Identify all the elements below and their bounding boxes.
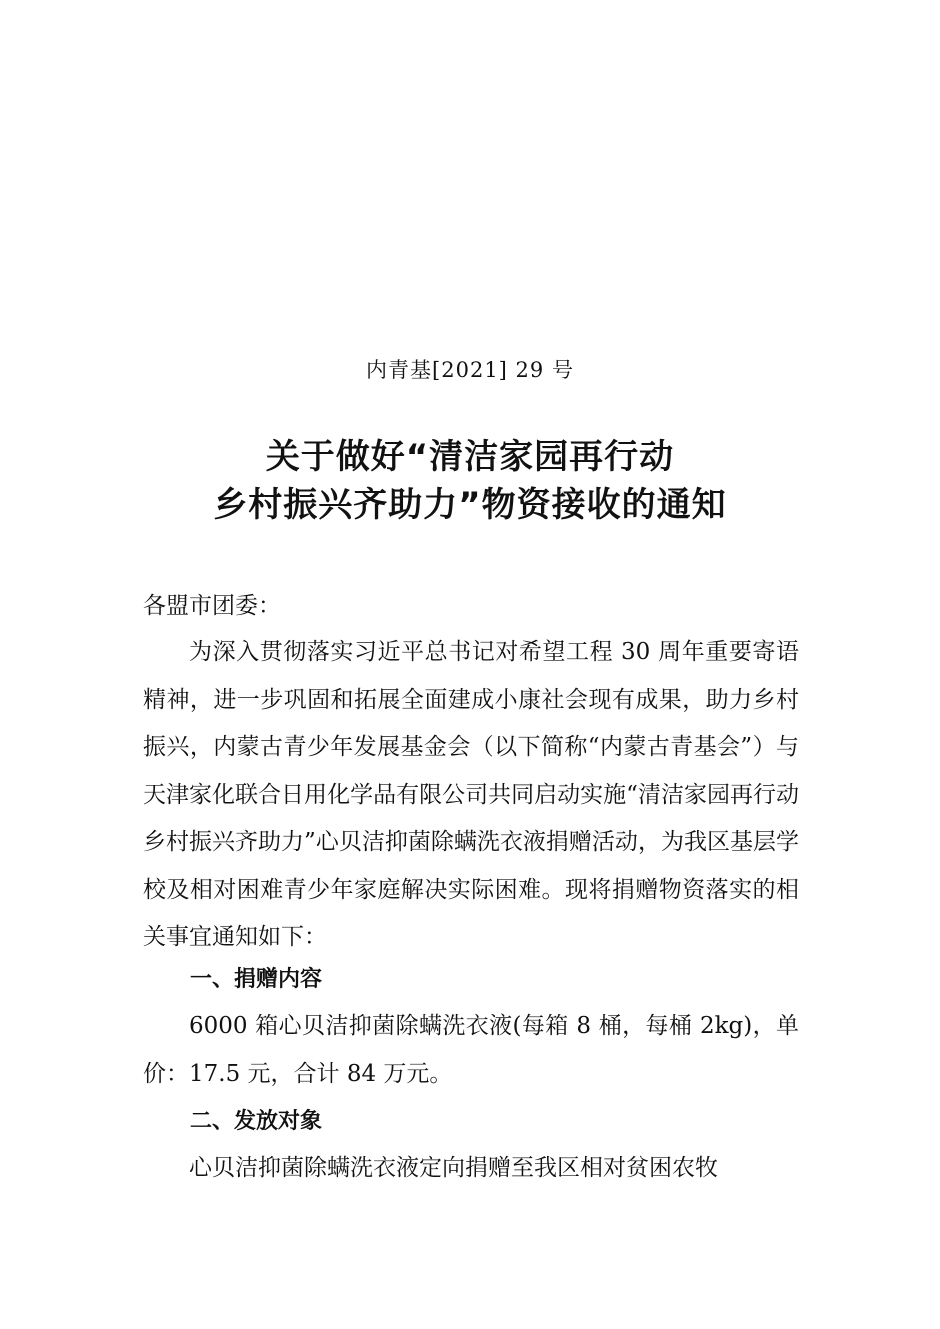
document-title-line-2: 乡村振兴齐助力”物资接收的通知 <box>213 485 727 525</box>
section-heading-recipients: 二、发放对象 <box>190 1109 323 1134</box>
body-paragraph-3: 心贝洁抑菌除螨洗衣液定向捐赠至我区相对贫困农牧 <box>189 1155 718 1181</box>
body-paragraph-1: 为深入贯彻落实习近平总书记对希望工程 30 周年重要寄语精神，进一步巩固和拓展全面建成小康社会现有成果，助力乡村振兴，内蒙古青少年发展基金会（以下简称“内蒙古青基会”）与天津家化联合日用化学品有限公司共同启动实施“清洁家园再行动 乡村振兴齐助力”心贝洁抑菌除螨洗衣液捐赠活动，为我区基层学校及相对困难青少年家庭解决实际困难。现将捐赠物资落实的相关事宜通知如下： <box>143 639 799 950</box>
body-paragraph-2: 6000 箱心贝洁抑菌除螨洗衣液(每箱 8 桶，每桶 2kg)，单价：17.5 元，合计 84 万元。 <box>143 1013 799 1087</box>
salutation: 各盟市团委： <box>143 593 281 619</box>
document-number: 内青基[2021] 29 号 <box>366 358 574 382</box>
section-heading-donation-content: 一、捐赠内容 <box>190 967 323 992</box>
document-title-line-1: 关于做好“清洁家园再行动 <box>265 437 675 477</box>
